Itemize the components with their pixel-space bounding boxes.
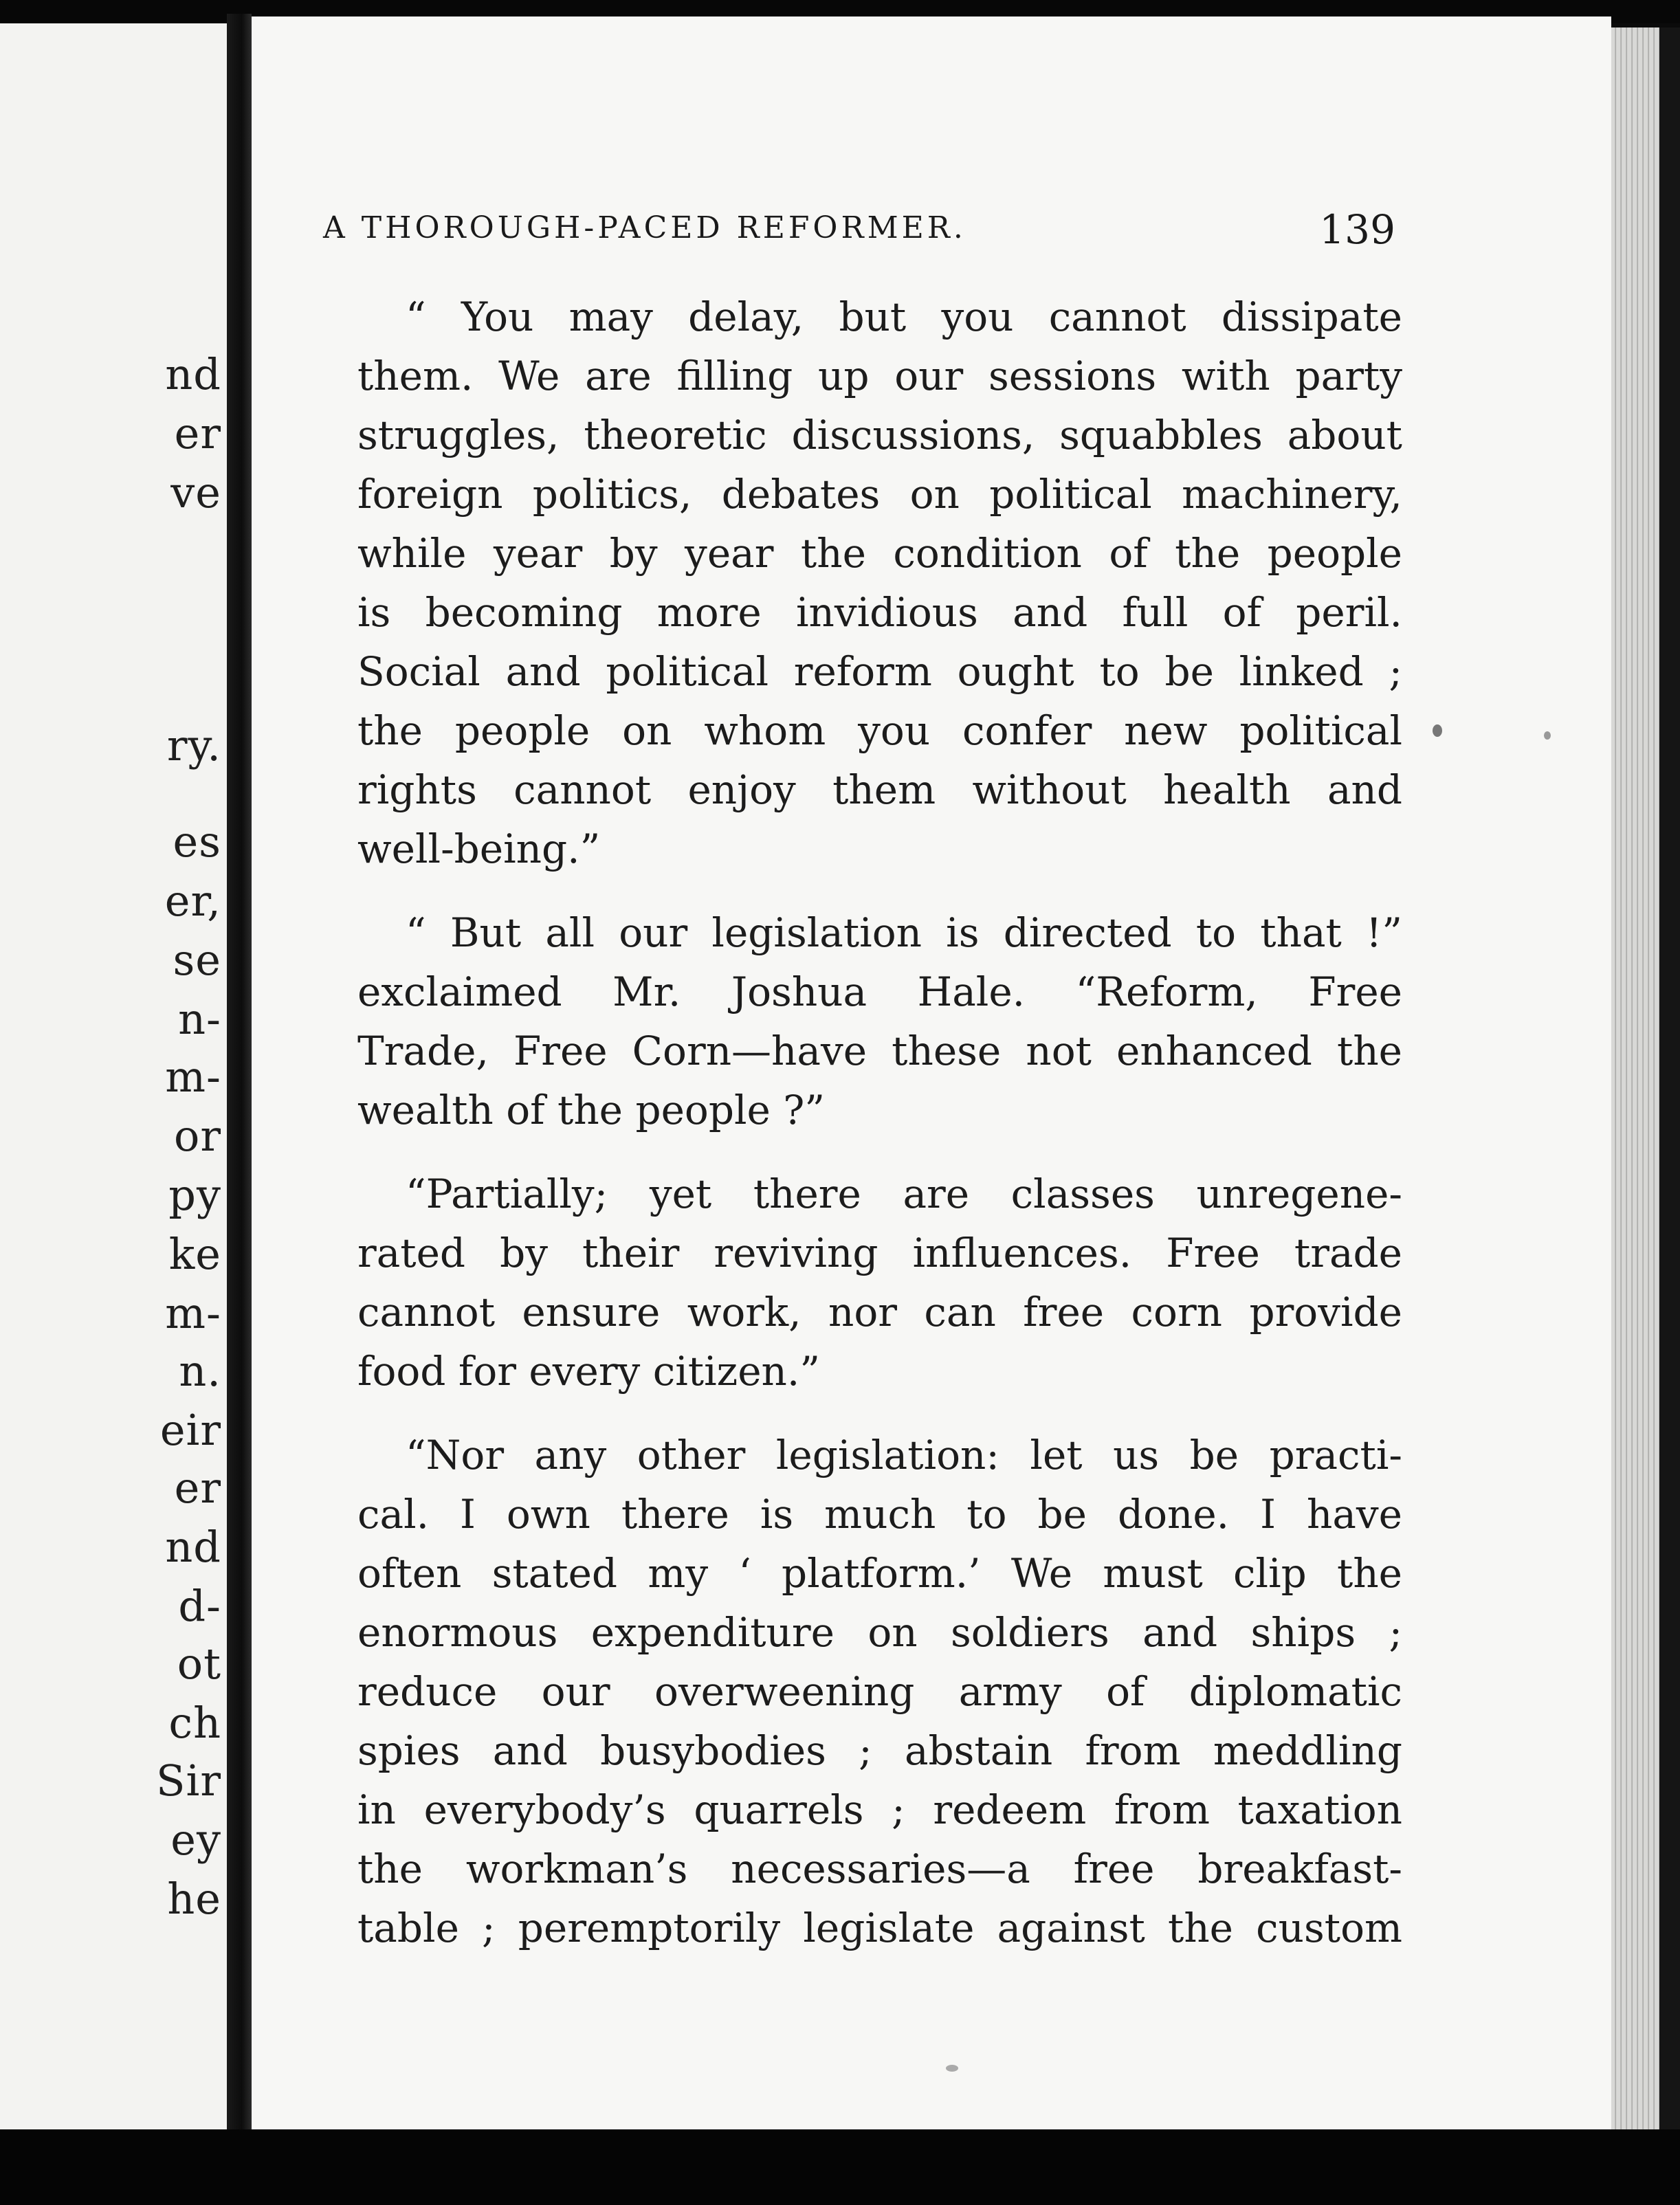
paper-speck [946,2065,958,2072]
paragraph [357,287,1402,878]
text-line: “ You may delay, but you cannot dissipate [406,293,1402,340]
left-page [0,23,227,2131]
left-page-fragment: m- [165,1288,221,1338]
book-gutter [227,14,252,2138]
left-page-fragment: nd [165,1522,221,1572]
left-page-fragment: er [174,408,221,458]
left-page-fragment: ve [170,467,221,518]
body-text [357,287,1402,1982]
paper-speck [1433,724,1442,737]
left-page-fragment: ch [168,1698,221,1748]
left-page-fragment: nd [165,349,221,399]
text-line: struggles, theoretic discussions, squabbles about [357,412,1402,458]
left-page-fragment: d- [178,1581,221,1631]
text-line: is becoming more invidious and full of peril. [357,589,1402,636]
paper-speck [1544,731,1551,740]
text-line: them. We are filling up our sessions with party [357,353,1402,399]
left-page-fragment: ot [177,1639,221,1689]
text-line: in everybody’s quarrels ; redeem from taxation [357,1786,1402,1833]
text-line: Social and political reform ought to be linked ; [357,648,1402,695]
left-page-fragment: se [173,935,221,985]
running-title: A THOROUGH-PACED REFORMER. [323,210,966,245]
left-page-fragment: er, [164,876,221,926]
left-page-fragment: ey [170,1815,221,1865]
paragraph [357,1426,1402,1958]
scan-border-bottom [0,2129,1680,2205]
paragraph [357,903,1402,1140]
text-line: food for every citizen.” [357,1348,820,1395]
left-page-fragment: ke [168,1229,221,1279]
text-line: reduce our overweening army of diplomatic [357,1668,1402,1715]
paragraph [357,1164,1402,1401]
left-page-fragment: ry. [166,720,221,771]
left-page-fragment: Sir [156,1755,221,1806]
text-line: rights cannot enjoy them without health and [357,766,1402,813]
text-line: cal. I own there is much to be done. I have [357,1491,1402,1538]
text-line: wealth of the people ?” [357,1087,825,1133]
text-line: rated by their reviving influences. Free trade [357,1230,1402,1276]
text-line: “Partially; yet there are classes unregene- [406,1171,1402,1217]
text-line: cannot ensure work, nor can free corn provide [357,1289,1402,1336]
text-line: Trade, Free Corn—have these not enhanced the [357,1028,1402,1074]
running-head [323,206,1395,261]
left-page-fragment: or [174,1111,221,1161]
text-line: well-being.” [357,826,601,872]
left-page-fragment: he [167,1874,221,1924]
left-page-fragment: er [174,1463,221,1513]
text-line: the people on whom you confer new political [357,707,1402,754]
left-page-fragment: n. [179,1346,221,1396]
text-line: “ But all our legislation is directed to that !” [406,909,1402,956]
left-page-fragment: eir [159,1405,221,1455]
text-line: while year by year the condition of the people [357,530,1402,577]
text-line: foreign politics, debates on political machinery, [357,471,1402,518]
page-edges-shadow [1659,27,1680,2131]
left-page-fragment: py [168,1170,221,1220]
left-page-fragment: m- [165,1052,221,1102]
page-number: 139 [1319,206,1395,253]
text-line: often stated my ‘ platform.’ We must clip the [357,1550,1402,1597]
text-line: the workman’s necessaries—a free breakfast- [357,1846,1402,1892]
page-edges [1611,27,1659,2131]
text-line: “Nor any other legislation: let us be practi- [406,1432,1402,1478]
left-page-fragment: es [173,817,221,867]
text-line: spies and busybodies ; abstain from meddling [357,1727,1402,1774]
left-page-fragment: n- [178,994,221,1044]
text-line: enormous expenditure on soldiers and ships ; [357,1609,1402,1656]
text-line: exclaimed Mr. Joshua Hale. “Reform, Free [357,968,1402,1015]
text-line: table ; peremptorily legislate against the custom [357,1905,1402,1951]
